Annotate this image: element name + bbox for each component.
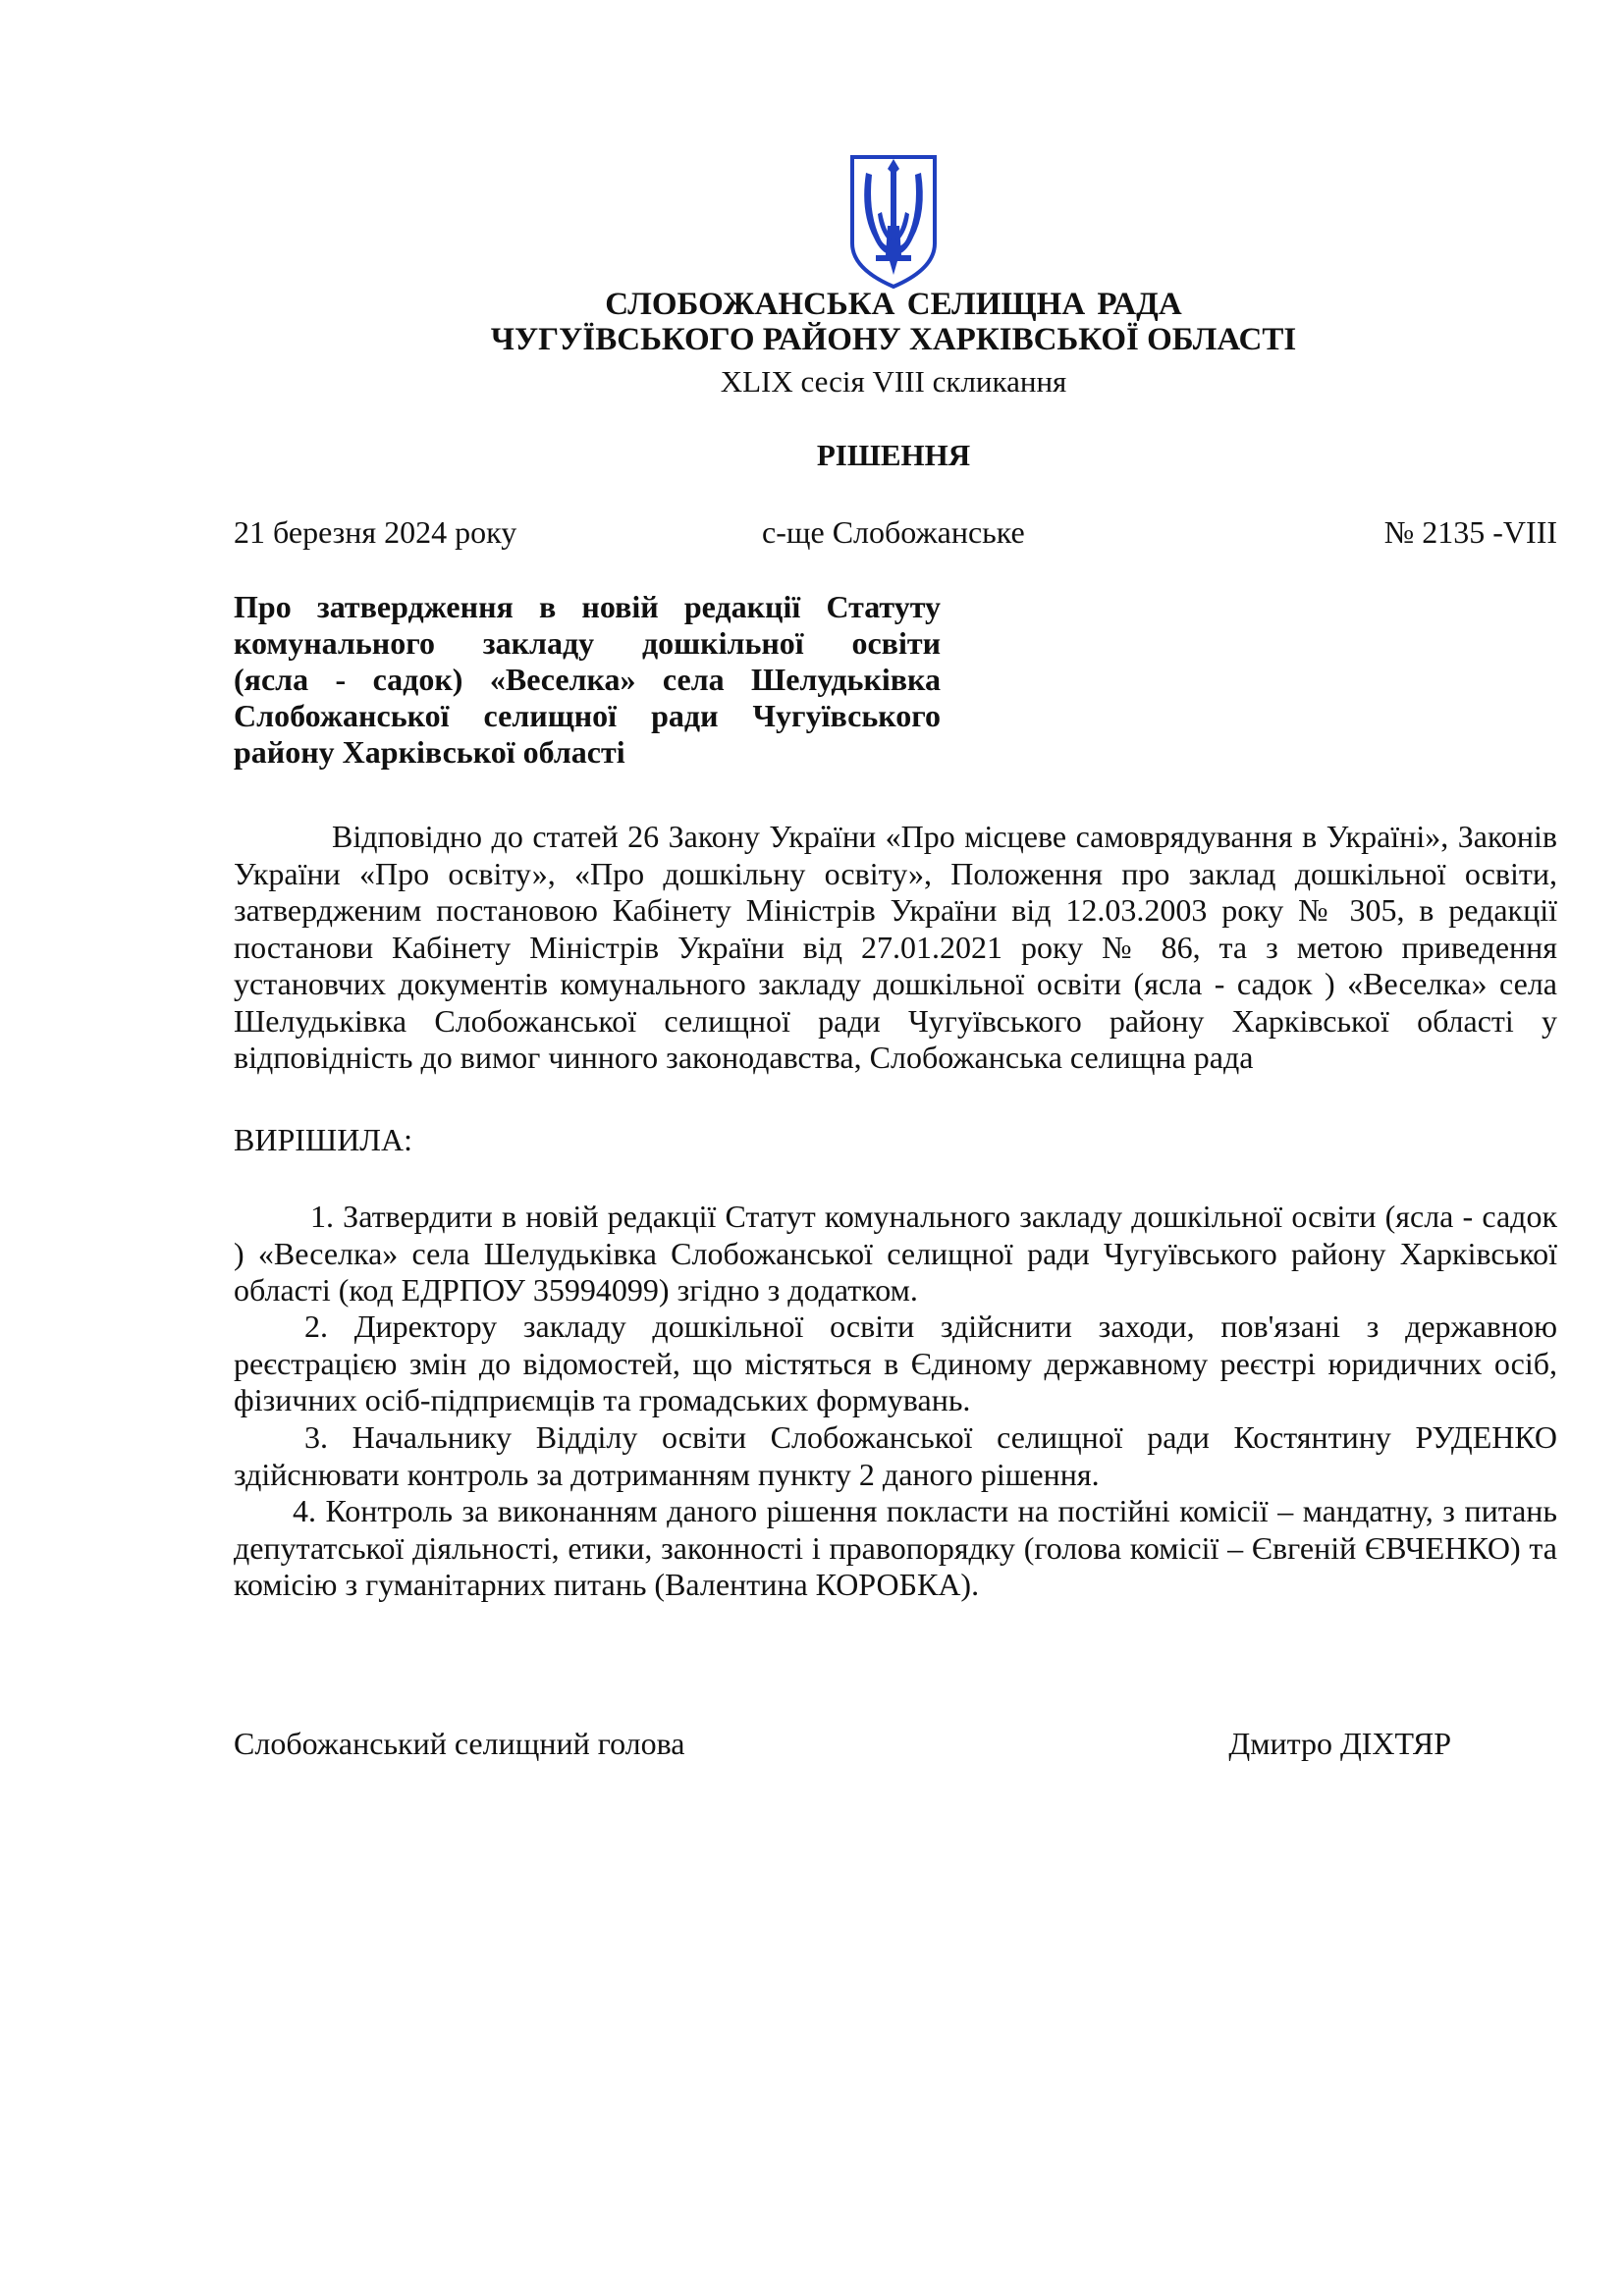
preamble-paragraph: Відповідно до статей 26 Закону України «Про місцеве самоврядування в Україні», Законів України «Про освіту», «Про дошкільну освіту», Положення про заклад дошкільної освіти, затвердженим постановою Кабінету Міністрів України від 12.03.2003 року № 305, в редакції постанови Кабінету Міністрів України від 27.01.2021 року № 86, та з метою приведення установчих документів комунального закладу дошкільної освіти (ясла - садок ) «Веселка» села Шелудьківка Слобожанської селищної ради Чугуївського району Харківської області у відповідність до вимог чинного законодавства, Слобожанська селищна рада xyxy=(234,819,1557,1075)
signature-block xyxy=(234,1726,1451,1769)
decision-item-1: 1. Затвердити в новій редакції Статут комунального закладу дошкільної освіти (ясла - садок ) «Веселка» села Шелудьківка Слобожанської селищної ради Чугуївського району Харківської області (код ЕДРПОУ 35994099) згідно з додатком. xyxy=(234,1199,1557,1308)
council-name: СЛОБОЖАНСЬКА СЕЛИЩНА РАДА xyxy=(605,287,1182,322)
subject-line: району Харківської області xyxy=(234,734,625,770)
decision-item-2: 2. Директору закладу дошкільної освіти здійснити заходи, пов'язані з державною реєстрацією змін до відомостей, що містяться в Єдиному державному реєстрі юридичних осіб, фізичних осіб-підприємців та громадських формувань. xyxy=(234,1308,1557,1417)
decision-item-3: 3. Начальнику Відділу освіти Слобожанської селищної ради Костянтину РУДЕНКО здійснювати контроль за дотриманням пункту 2 даного рішення. xyxy=(234,1419,1557,1492)
signatory-title: Слобожанський селищний голова xyxy=(234,1726,685,1761)
district-name: ЧУГУЇВСЬКОГО РАЙОНУ ХАРКІВСЬКОЇ ОБЛАСТІ xyxy=(490,322,1297,357)
subject-line: комунального закладу дошкільної освіти xyxy=(234,625,941,661)
subject-line: Про затвердження в новій редакції Статуту xyxy=(234,589,941,624)
decision-place: с-ще Слобожанське xyxy=(762,514,1025,550)
document-meta xyxy=(234,514,1557,558)
decision-subject xyxy=(234,589,941,771)
resolved-heading: ВИРІШИЛА: xyxy=(234,1122,412,1157)
trident-coat-of-arms-icon xyxy=(846,153,941,291)
session-line: XLIX сесія VIII скликання xyxy=(720,364,1067,399)
subject-line: (ясла - садок) «Веселка» села Шелудьківка xyxy=(234,662,941,697)
decision-number: № 2135 -VIII xyxy=(1383,514,1557,550)
subject-line: Слобожанської селищної ради Чугуївського xyxy=(234,698,941,733)
decision-date: 21 березня 2024 року xyxy=(234,514,517,550)
signatory-name: Дмитро ДІХТЯР xyxy=(1228,1726,1451,1761)
decision-item-4: 4. Контроль за виконанням даного рішення покласти на постійні комісії – мандатну, з питань депутатської діяльності, етики, законності і правопорядку (голова комісії – Євгеній ЄВЧЕНКО) та комісію з гуманітарних питань (Валентина КОРОБКА). xyxy=(234,1493,1557,1602)
document-type: РІШЕННЯ xyxy=(816,438,971,472)
